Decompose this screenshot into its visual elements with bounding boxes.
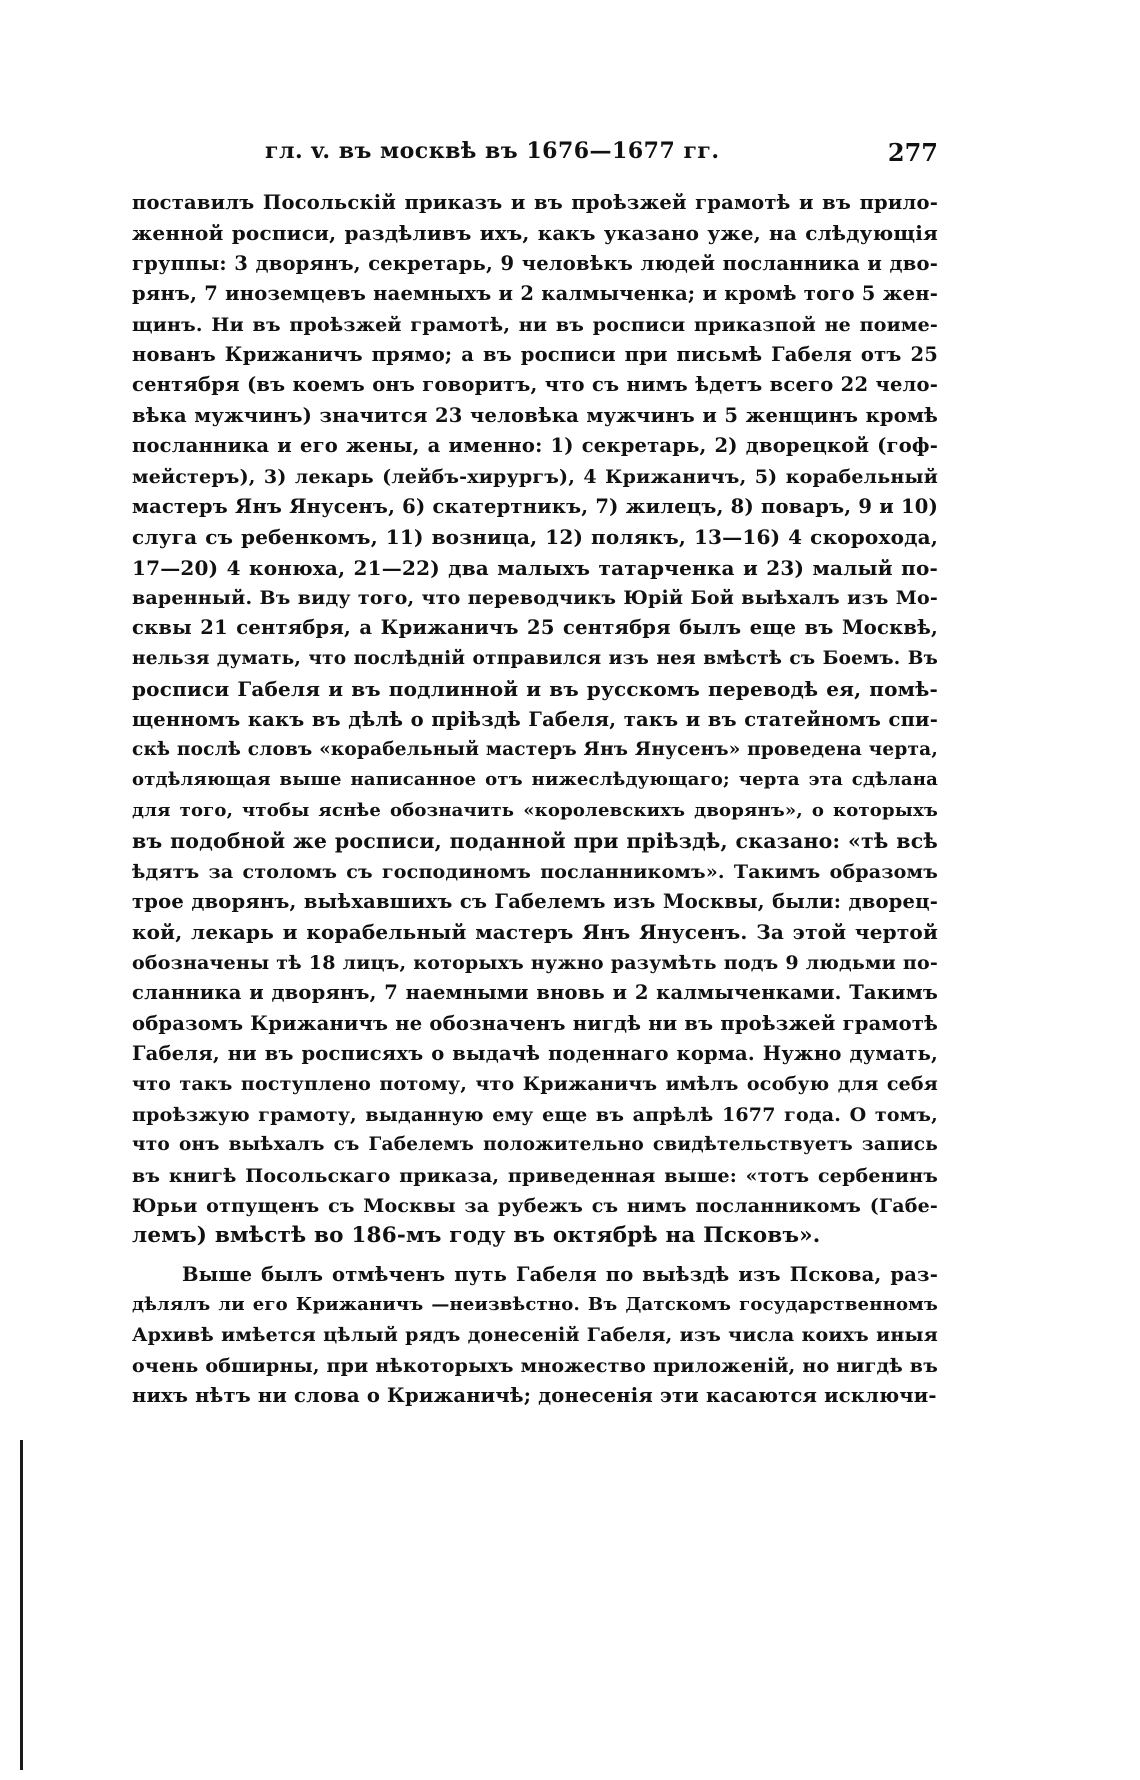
text-line: обозначены тѣ 18 лицъ, которыхъ нужно разумѣть подъ 9 людьми по- bbox=[132, 951, 938, 974]
text-line: группы: 3 дворянъ, секретарь, 9 человѣкъ людей посланника и дво- bbox=[132, 251, 938, 275]
text-line: лемъ) вмѣстѣ во 186-мъ году въ октябрѣ на Псковъ». bbox=[132, 1223, 821, 1249]
text-line: проѣзжую грамоту, выданную ему еще въ апрѣлѣ 1677 года. О томъ, bbox=[132, 1103, 938, 1126]
text-line: слуга съ ребенкомъ, 11) возница, 12) полякъ, 13—16) 4 скорохода, bbox=[132, 525, 938, 550]
text-line: въ подобной же росписи, поданной при пріѣздѣ, сказано: «тѣ всѣ bbox=[132, 829, 938, 854]
text-line: росписи Габеля и въ подлинной и въ русскомъ переводѣ ея, помѣ- bbox=[132, 677, 938, 702]
text-line: щенномъ какъ въ дѣлѣ о пріѣздѣ Габеля, такъ и въ статейномъ спи- bbox=[132, 707, 938, 731]
body-text bbox=[132, 188, 938, 1412]
text-line: щинъ. Ни въ проѣзжей грамотѣ, ни въ росписи приказпой не поиме- bbox=[132, 313, 938, 336]
text-line: рянъ, 7 иноземцевъ наемныхъ и 2 калмыченка; и кромѣ того 5 жен- bbox=[132, 282, 938, 306]
paragraph bbox=[132, 1260, 938, 1412]
text-line: поставилъ Посольскій приказъ и въ проѣзжей грамотѣ и въ прило- bbox=[132, 191, 938, 214]
text-line: нельзя думать, что послѣдній отправился изъ нея вмѣстѣ съ Боемъ. Въ bbox=[132, 647, 938, 669]
text-line: женной росписи, раздѣливъ ихъ, какъ указано уже, на слѣдующія bbox=[132, 221, 938, 246]
text-line: сланника и дворянъ, 7 наемными вновь и 2 калмыченками. Такимъ bbox=[132, 981, 938, 1005]
text-line: Габеля, ни въ росписяхъ о выдачѣ поденнаго корма. Нужно думать, bbox=[132, 1041, 938, 1065]
text-line: 17—20) 4 конюха, 21—22) два малыхъ татарченка и 23) малый по- bbox=[132, 555, 938, 580]
text-line: очень обширны, при нѣкоторыхъ множество приложеній, но нигдѣ въ bbox=[132, 1354, 938, 1377]
text-line: трое дворянъ, выѣхавшихъ съ Габелемъ изъ Москвы, были: дворец- bbox=[132, 889, 938, 913]
text-line: мастеръ Янъ Янусенъ, 6) скатертникъ, 7) жилецъ, 8) поваръ, 9 и 10) bbox=[132, 494, 938, 518]
text-line: ѣдятъ за столомъ съ господиномъ посланникомъ». Такимъ образомъ bbox=[132, 860, 938, 883]
text-line: скѣ послѣ словъ «корабельный мастеръ Янъ Янусенъ» проведена черта, bbox=[132, 739, 938, 761]
text-line: нованъ Крижаничъ прямо; а въ росписи при письмѣ Габеля отъ 25 bbox=[132, 342, 938, 366]
text-line: отдѣляющая выше написанное отъ нижеслѣдующаго; черта эта сдѣлана bbox=[132, 769, 938, 791]
text-line: въ книгѣ Посольскаго приказа, приведенная выше: «тотъ сербенинъ bbox=[132, 1164, 938, 1187]
running-head: гл. v. въ москвѣ въ 1676—1677 гг. bbox=[265, 138, 720, 164]
page-number: 277 bbox=[887, 138, 938, 167]
paragraph bbox=[132, 188, 938, 1252]
scan-edge-mark bbox=[20, 1440, 23, 1770]
text-line: сентября (въ коемъ онъ говоритъ, что съ нимъ ѣдетъ всего 22 чело- bbox=[132, 373, 938, 397]
text-line: дѣлялъ ли его Крижаничъ —неизвѣстно. Въ Датскомъ государственномъ bbox=[132, 1294, 938, 1316]
page-header bbox=[130, 138, 938, 174]
text-line: кой, лекарь и корабельный мастеръ Янъ Янусенъ. За этой чертой bbox=[132, 920, 938, 945]
text-line: нихъ нѣтъ ни слова о Крижаничѣ; донесенія эти касаются исключи- bbox=[132, 1384, 937, 1408]
text-line: мейстеръ), 3) лекарь (лейбъ-хирургъ), 4 Крижаничъ, 5) корабельный bbox=[132, 465, 938, 488]
text-line: для того, чтобы яснѣе обозначить «королевскихъ дворянъ», о которыхъ bbox=[132, 799, 938, 821]
text-line: вѣка мужчинъ) значится 23 человѣка мужчинъ и 5 женщинъ кромѣ bbox=[132, 403, 938, 427]
text-line: сквы 21 сентября, а Крижаничъ 25 сентября былъ еще въ Москвѣ, bbox=[132, 616, 938, 640]
paragraph-gap bbox=[132, 1252, 938, 1260]
text-line: Выше былъ отмѣченъ путь Габеля по выѣздѣ изъ Пскова, раз- bbox=[182, 1262, 938, 1286]
text-line: что такъ поступлено потому, что Крижаничъ имѣлъ особую для себя bbox=[132, 1073, 938, 1096]
text-line: Архивѣ имѣется цѣлый рядъ донесеній Габеля, изъ числа коихъ иныя bbox=[132, 1324, 938, 1347]
text-line: Юрьи отпущенъ съ Москвы за рубежъ съ нимъ посланникомъ (Габе- bbox=[132, 1194, 938, 1217]
text-line: образомъ Крижаничъ не обозначенъ нигдѣ ни въ проѣзжей грамотѣ bbox=[132, 1011, 938, 1035]
text-line: что онъ выѣхалъ съ Габелемъ положительно свидѣтельствуетъ запись bbox=[132, 1134, 938, 1156]
text-line: варенный. Въ виду того, что переводчикъ Юрій Бой выѣхалъ изъ Мо- bbox=[132, 587, 938, 610]
text-line: посланника и его жены, а именно: 1) секретарь, 2) дворецкой (гоф- bbox=[132, 434, 938, 458]
